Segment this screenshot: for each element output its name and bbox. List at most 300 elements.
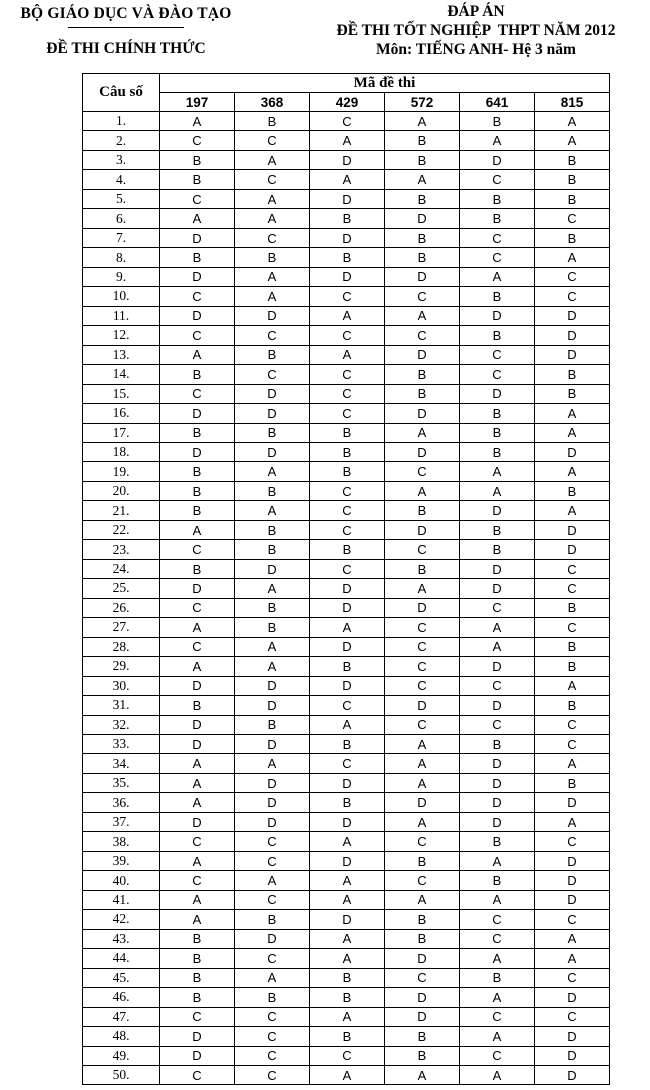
answer-cell: A <box>160 345 235 364</box>
answer-cell: B <box>160 423 235 442</box>
answer-cell: C <box>460 676 535 695</box>
answer-cell: A <box>235 501 310 520</box>
answer-cell: D <box>460 696 535 715</box>
answer-cell: A <box>160 890 235 909</box>
answer-key-title: ĐÁP ÁN <box>447 3 505 20</box>
question-number: 19. <box>83 462 160 481</box>
answer-cell: C <box>535 579 610 598</box>
answer-cell: D <box>385 442 460 461</box>
answer-cell: C <box>460 1046 535 1065</box>
answer-cell: D <box>310 812 385 831</box>
answer-cell: A <box>310 131 385 150</box>
answer-cell: A <box>385 812 460 831</box>
answer-cell: D <box>460 812 535 831</box>
answer-cell: B <box>385 150 460 169</box>
answer-cell: D <box>235 384 310 403</box>
answer-cell: C <box>310 287 385 306</box>
answer-cell: D <box>235 696 310 715</box>
answer-cell: C <box>535 559 610 578</box>
answer-cell: B <box>385 1027 460 1046</box>
answer-cell: B <box>385 365 460 384</box>
answer-cell: A <box>385 579 460 598</box>
exam-code-header: 572 <box>385 93 460 112</box>
answer-cell: C <box>535 267 610 286</box>
answer-cell: C <box>235 890 310 909</box>
answer-cell: A <box>535 949 610 968</box>
answer-cell: B <box>235 910 310 929</box>
answer-cell: C <box>235 228 310 247</box>
answer-cell: A <box>160 657 235 676</box>
answer-cell: D <box>460 657 535 676</box>
answer-cell: A <box>460 267 535 286</box>
question-number: 14. <box>83 365 160 384</box>
answer-cell: B <box>160 462 235 481</box>
answer-cell: B <box>160 988 235 1007</box>
answer-cell: D <box>460 579 535 598</box>
answer-cell: D <box>385 404 460 423</box>
answer-cell: A <box>385 306 460 325</box>
answer-cell: D <box>385 520 460 539</box>
answer-cell: A <box>310 929 385 948</box>
answer-cell: A <box>460 988 535 1007</box>
answer-cell: D <box>160 579 235 598</box>
answer-cell: B <box>460 520 535 539</box>
answer-cell: B <box>385 248 460 267</box>
answer-cell: A <box>310 345 385 364</box>
answer-cell: D <box>160 676 235 695</box>
answer-cell: C <box>460 1007 535 1026</box>
answer-cell: D <box>535 306 610 325</box>
answer-cell: C <box>310 520 385 539</box>
answer-cell: B <box>535 598 610 617</box>
question-number: 45. <box>83 968 160 987</box>
official-exam-label: ĐỀ THI CHÍNH THỨC <box>46 40 206 57</box>
question-number: 39. <box>83 851 160 870</box>
answer-cell: B <box>235 520 310 539</box>
table-row <box>83 228 610 247</box>
answer-cell: B <box>235 715 310 734</box>
table-row <box>83 520 610 539</box>
exam-name: ĐỀ THI TỐT NGHIỆP THPT NĂM 2012 <box>336 21 616 39</box>
answer-cell: B <box>460 209 535 228</box>
answer-cell: D <box>310 637 385 656</box>
answer-cell: D <box>310 267 385 286</box>
question-number: 47. <box>83 1007 160 1026</box>
answer-cell: B <box>160 949 235 968</box>
answer-cell: A <box>310 715 385 734</box>
answer-cell: B <box>385 851 460 870</box>
answer-cell: D <box>310 910 385 929</box>
answer-cell: B <box>460 404 535 423</box>
answer-cell: C <box>535 287 610 306</box>
answer-cell: C <box>385 968 460 987</box>
answer-cell: C <box>460 345 535 364</box>
answer-cell: B <box>160 929 235 948</box>
answer-cell: D <box>460 773 535 792</box>
table-row <box>83 735 610 754</box>
subject-line: Môn: TIẾNG ANH- Hệ 3 năm <box>376 40 576 58</box>
answer-cell: A <box>460 637 535 656</box>
answer-cell: B <box>535 228 610 247</box>
answer-cell: D <box>535 345 610 364</box>
answer-cell: B <box>535 384 610 403</box>
answer-cell: B <box>535 696 610 715</box>
question-number: 46. <box>83 988 160 1007</box>
answer-cell: A <box>235 968 310 987</box>
answer-cell: A <box>235 871 310 890</box>
answer-cell: A <box>535 676 610 695</box>
table-row <box>83 131 610 150</box>
answer-cell: C <box>535 715 610 734</box>
answer-cell: B <box>310 248 385 267</box>
answer-cell: A <box>160 793 235 812</box>
answer-cell: A <box>460 851 535 870</box>
table-row <box>83 540 610 559</box>
answer-cell: A <box>310 618 385 637</box>
answer-cell: B <box>385 910 460 929</box>
answer-cell: D <box>460 306 535 325</box>
table-row <box>83 481 610 500</box>
answer-cell: D <box>385 209 460 228</box>
question-number: 20. <box>83 481 160 500</box>
answer-cell: B <box>160 481 235 500</box>
answer-cell: A <box>160 773 235 792</box>
question-number: 49. <box>83 1046 160 1065</box>
answer-cell: C <box>460 910 535 929</box>
ministry-underline-divider <box>68 27 184 28</box>
answer-cell: B <box>310 657 385 676</box>
answer-cell: A <box>535 423 610 442</box>
answer-cell: B <box>160 150 235 169</box>
table-row <box>83 384 610 403</box>
answer-cell: B <box>460 442 535 461</box>
answer-cell: A <box>235 189 310 208</box>
answer-cell: B <box>310 793 385 812</box>
answer-cell: A <box>310 890 385 909</box>
table-row <box>83 598 610 617</box>
answer-cell: D <box>160 1027 235 1046</box>
answer-cell: D <box>235 676 310 695</box>
table-row <box>83 832 610 851</box>
answer-cell: D <box>385 267 460 286</box>
answer-cell: A <box>160 112 235 131</box>
answer-cell: A <box>235 287 310 306</box>
table-row <box>83 306 610 325</box>
answer-cell: C <box>535 618 610 637</box>
answer-cell: D <box>310 228 385 247</box>
answer-cell: B <box>235 988 310 1007</box>
answer-cell: C <box>385 540 460 559</box>
table-row <box>83 462 610 481</box>
table-row <box>83 988 610 1007</box>
answer-cell: B <box>460 287 535 306</box>
answer-cell: D <box>385 1007 460 1026</box>
question-number: 32. <box>83 715 160 734</box>
answer-cell: C <box>310 1046 385 1065</box>
table-row <box>83 949 610 968</box>
answer-cell: D <box>235 306 310 325</box>
table-header-row-group <box>83 74 610 93</box>
answer-cell: A <box>235 150 310 169</box>
answer-cell: D <box>235 812 310 831</box>
answer-cell: D <box>160 812 235 831</box>
answer-cell: C <box>235 326 310 345</box>
table-row <box>83 170 610 189</box>
answer-cell: B <box>160 501 235 520</box>
question-number: 8. <box>83 248 160 267</box>
answer-cell: B <box>160 696 235 715</box>
answer-cell: B <box>160 968 235 987</box>
answer-cell: B <box>235 112 310 131</box>
answer-cell: B <box>460 189 535 208</box>
answer-cell: C <box>310 384 385 403</box>
answer-cell: A <box>385 481 460 500</box>
question-number: 29. <box>83 657 160 676</box>
answer-cell: A <box>460 462 535 481</box>
answer-cell: B <box>160 170 235 189</box>
question-number: 37. <box>83 812 160 831</box>
answer-cell: C <box>385 287 460 306</box>
exam-code-header: 368 <box>235 93 310 112</box>
answer-cell: B <box>535 170 610 189</box>
answer-cell: C <box>310 365 385 384</box>
table-row <box>83 1065 610 1084</box>
table-row <box>83 696 610 715</box>
answer-cell: B <box>310 442 385 461</box>
answer-cell: B <box>385 501 460 520</box>
answer-cell: A <box>535 754 610 773</box>
answer-cell: A <box>235 462 310 481</box>
table-row <box>83 404 610 423</box>
answer-cell: B <box>535 773 610 792</box>
question-number: 30. <box>83 676 160 695</box>
answer-cell: C <box>235 949 310 968</box>
table-row <box>83 287 610 306</box>
table-row <box>83 501 610 520</box>
answer-cell: B <box>160 365 235 384</box>
answer-cell: B <box>385 384 460 403</box>
answer-cell: B <box>535 365 610 384</box>
answer-cell: C <box>235 365 310 384</box>
answer-cell: D <box>160 735 235 754</box>
question-number: 25. <box>83 579 160 598</box>
question-number: 50. <box>83 1065 160 1084</box>
table-row <box>83 1027 610 1046</box>
answer-cell: D <box>535 442 610 461</box>
question-number: 5. <box>83 189 160 208</box>
answer-cell: B <box>235 540 310 559</box>
answer-cell: C <box>535 209 610 228</box>
answer-cell: C <box>385 657 460 676</box>
answer-cell: C <box>460 170 535 189</box>
table-row <box>83 754 610 773</box>
table-row <box>83 365 610 384</box>
answer-cell: C <box>460 598 535 617</box>
answer-cell: A <box>460 1065 535 1084</box>
answer-cell: C <box>460 248 535 267</box>
exam-code-header-row <box>83 93 610 112</box>
answer-cell: C <box>535 1007 610 1026</box>
answer-cell: D <box>310 579 385 598</box>
answer-cell: D <box>310 150 385 169</box>
answer-cell: A <box>385 735 460 754</box>
answer-cell: A <box>460 618 535 637</box>
answer-cell: D <box>385 949 460 968</box>
exam-code-header: 197 <box>160 93 235 112</box>
answer-cell: D <box>235 559 310 578</box>
question-number: 34. <box>83 754 160 773</box>
answer-cell: B <box>310 1027 385 1046</box>
answer-cell: C <box>535 910 610 929</box>
answer-cell: D <box>385 345 460 364</box>
answer-cell: C <box>235 1007 310 1026</box>
answer-cell: C <box>310 112 385 131</box>
answer-cell: D <box>235 404 310 423</box>
answer-cell: A <box>460 1027 535 1046</box>
answer-cell: D <box>160 228 235 247</box>
exam-code-header: 429 <box>310 93 385 112</box>
answer-cell: B <box>385 189 460 208</box>
question-number: 44. <box>83 949 160 968</box>
answer-cell: A <box>535 112 610 131</box>
answer-cell: D <box>385 793 460 812</box>
answer-cell: C <box>460 929 535 948</box>
answer-cell: C <box>160 871 235 890</box>
question-number: 16. <box>83 404 160 423</box>
answer-cell: B <box>160 248 235 267</box>
table-row <box>83 423 610 442</box>
answer-cell: A <box>460 890 535 909</box>
answer-cell: C <box>160 189 235 208</box>
answer-cell: C <box>535 968 610 987</box>
answer-cell: B <box>385 1046 460 1065</box>
answer-cell: D <box>535 1046 610 1065</box>
question-number: 41. <box>83 890 160 909</box>
answer-cell: A <box>385 890 460 909</box>
answer-cell: B <box>535 150 610 169</box>
question-number: 23. <box>83 540 160 559</box>
answer-cell: D <box>160 442 235 461</box>
answer-cell: A <box>310 306 385 325</box>
answer-cell: B <box>385 228 460 247</box>
question-number: 40. <box>83 871 160 890</box>
answer-cell: C <box>235 1027 310 1046</box>
answer-cell: C <box>310 404 385 423</box>
question-number: 18. <box>83 442 160 461</box>
answer-cell: C <box>235 851 310 870</box>
answer-cell: C <box>235 1046 310 1065</box>
question-number: 12. <box>83 326 160 345</box>
question-number: 36. <box>83 793 160 812</box>
answer-cell: C <box>385 871 460 890</box>
question-number: 2. <box>83 131 160 150</box>
question-number: 6. <box>83 209 160 228</box>
answer-cell: C <box>160 131 235 150</box>
answer-cell: B <box>385 131 460 150</box>
table-row <box>83 559 610 578</box>
answer-cell: A <box>160 618 235 637</box>
answer-cell: A <box>535 248 610 267</box>
answer-cell: C <box>460 715 535 734</box>
issuing-authority-block <box>12 5 240 58</box>
answer-cell: A <box>235 657 310 676</box>
question-number: 13. <box>83 345 160 364</box>
answer-cell: A <box>460 131 535 150</box>
answer-cell: B <box>310 968 385 987</box>
answer-cell: A <box>535 462 610 481</box>
question-column-header: Câu số <box>83 74 160 112</box>
answer-cell: D <box>535 1065 610 1084</box>
question-number: 42. <box>83 910 160 929</box>
answer-cell: D <box>535 326 610 345</box>
answer-cell: B <box>535 189 610 208</box>
question-number: 9. <box>83 267 160 286</box>
answer-cell: B <box>460 871 535 890</box>
question-number: 31. <box>83 696 160 715</box>
answer-cell: A <box>535 812 610 831</box>
question-number: 21. <box>83 501 160 520</box>
table-row <box>83 267 610 286</box>
answer-cell: B <box>310 735 385 754</box>
table-row <box>83 773 610 792</box>
answer-cell: A <box>235 579 310 598</box>
answer-cell: D <box>385 988 460 1007</box>
answer-cell: C <box>385 326 460 345</box>
question-number: 28. <box>83 637 160 656</box>
answer-cell: C <box>160 1007 235 1026</box>
question-number: 38. <box>83 832 160 851</box>
exam-code-header: 641 <box>460 93 535 112</box>
table-row <box>83 442 610 461</box>
answer-cell: A <box>385 112 460 131</box>
table-row <box>83 618 610 637</box>
answer-cell: A <box>235 267 310 286</box>
question-number: 15. <box>83 384 160 403</box>
table-row <box>83 112 610 131</box>
ministry-name: BỘ GIÁO DỤC VÀ ĐÀO TẠO <box>20 5 232 22</box>
question-number: 17. <box>83 423 160 442</box>
answer-cell: D <box>460 384 535 403</box>
answer-cell: D <box>235 793 310 812</box>
answer-cell: D <box>310 598 385 617</box>
answer-cell: A <box>160 754 235 773</box>
answer-cell: A <box>535 131 610 150</box>
question-number: 3. <box>83 150 160 169</box>
answer-cell: C <box>385 618 460 637</box>
table-row <box>83 248 610 267</box>
answer-cell: A <box>160 520 235 539</box>
question-number: 11. <box>83 306 160 325</box>
answer-cell: D <box>160 404 235 423</box>
question-number: 24. <box>83 559 160 578</box>
answer-cell: C <box>460 228 535 247</box>
answer-cell: B <box>385 559 460 578</box>
question-number: 27. <box>83 618 160 637</box>
answer-cell: B <box>310 209 385 228</box>
question-number: 22. <box>83 520 160 539</box>
answer-cell: B <box>235 423 310 442</box>
answer-cell: C <box>310 696 385 715</box>
answer-cell: C <box>160 832 235 851</box>
answer-cell: A <box>385 1065 460 1084</box>
question-number: 48. <box>83 1027 160 1046</box>
exam-title-block <box>302 3 650 60</box>
answer-cell: C <box>385 462 460 481</box>
answer-cell: C <box>310 326 385 345</box>
table-row <box>83 189 610 208</box>
answer-cell: C <box>160 326 235 345</box>
answer-cell: D <box>160 267 235 286</box>
